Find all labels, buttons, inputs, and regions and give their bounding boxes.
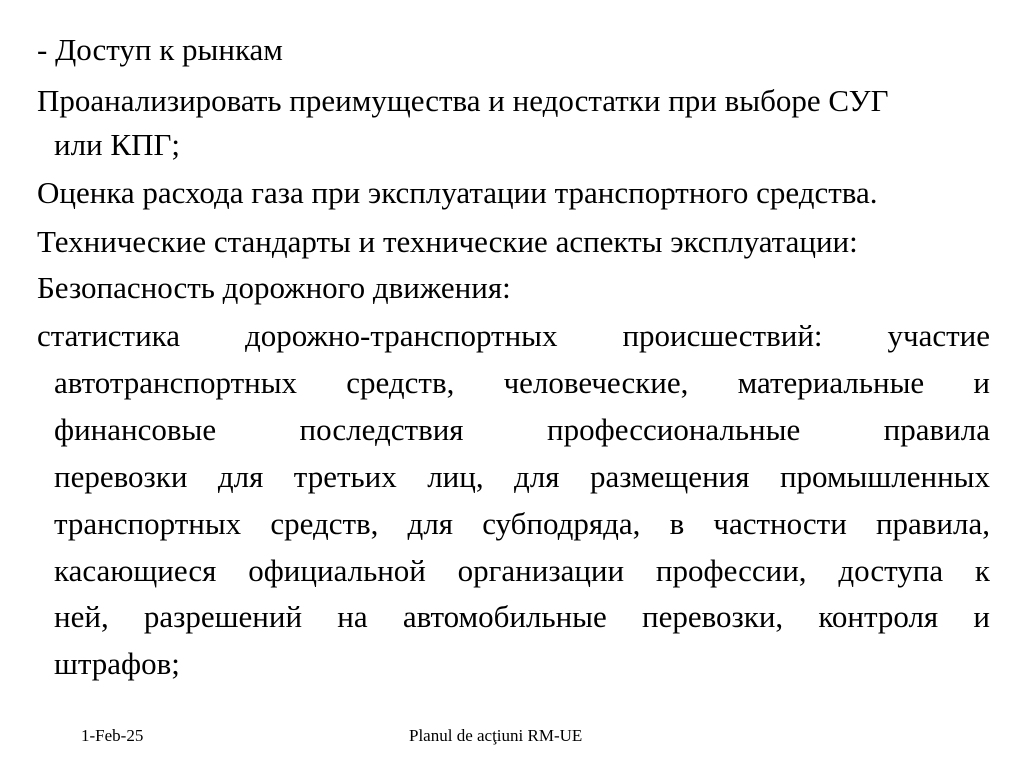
text-line: Оценка расхода газа при эксплуатации транспортного средства. [37,175,878,210]
text-line: автотранспортных средств, человеческие, материальные и [54,365,990,400]
text-line: статистика дорожно-транспортных происшествий: участие [37,318,990,353]
text-line: Проанализировать преимущества и недостатки при выборе СУГ [37,83,889,118]
text-line: финансовые последствия профессиональные правила [54,412,990,447]
footer-title: Planul de acţiuni RM-UE [409,726,583,745]
text-line: перевозки для третьих лиц, для размещения промышленных [54,459,990,494]
text-line: касающиеся официальной организации профессии, доступа к [54,553,990,588]
text-line: транспортных средств, для субподряда, в частности правила, [54,506,990,541]
text-line: штрафов; [54,646,180,681]
text-line: Технические стандарты и технические аспекты эксплуатации: [37,224,858,259]
text-line: или КПГ; [54,127,180,162]
text-line: ней, разрешений на автомобильные перевозки, контроля и [54,599,990,634]
text-line: - Доступ к рынкам [37,32,283,67]
footer-date: 1-Feb-25 [81,726,144,745]
text-line: Безопасность дорожного движения: [37,270,511,305]
